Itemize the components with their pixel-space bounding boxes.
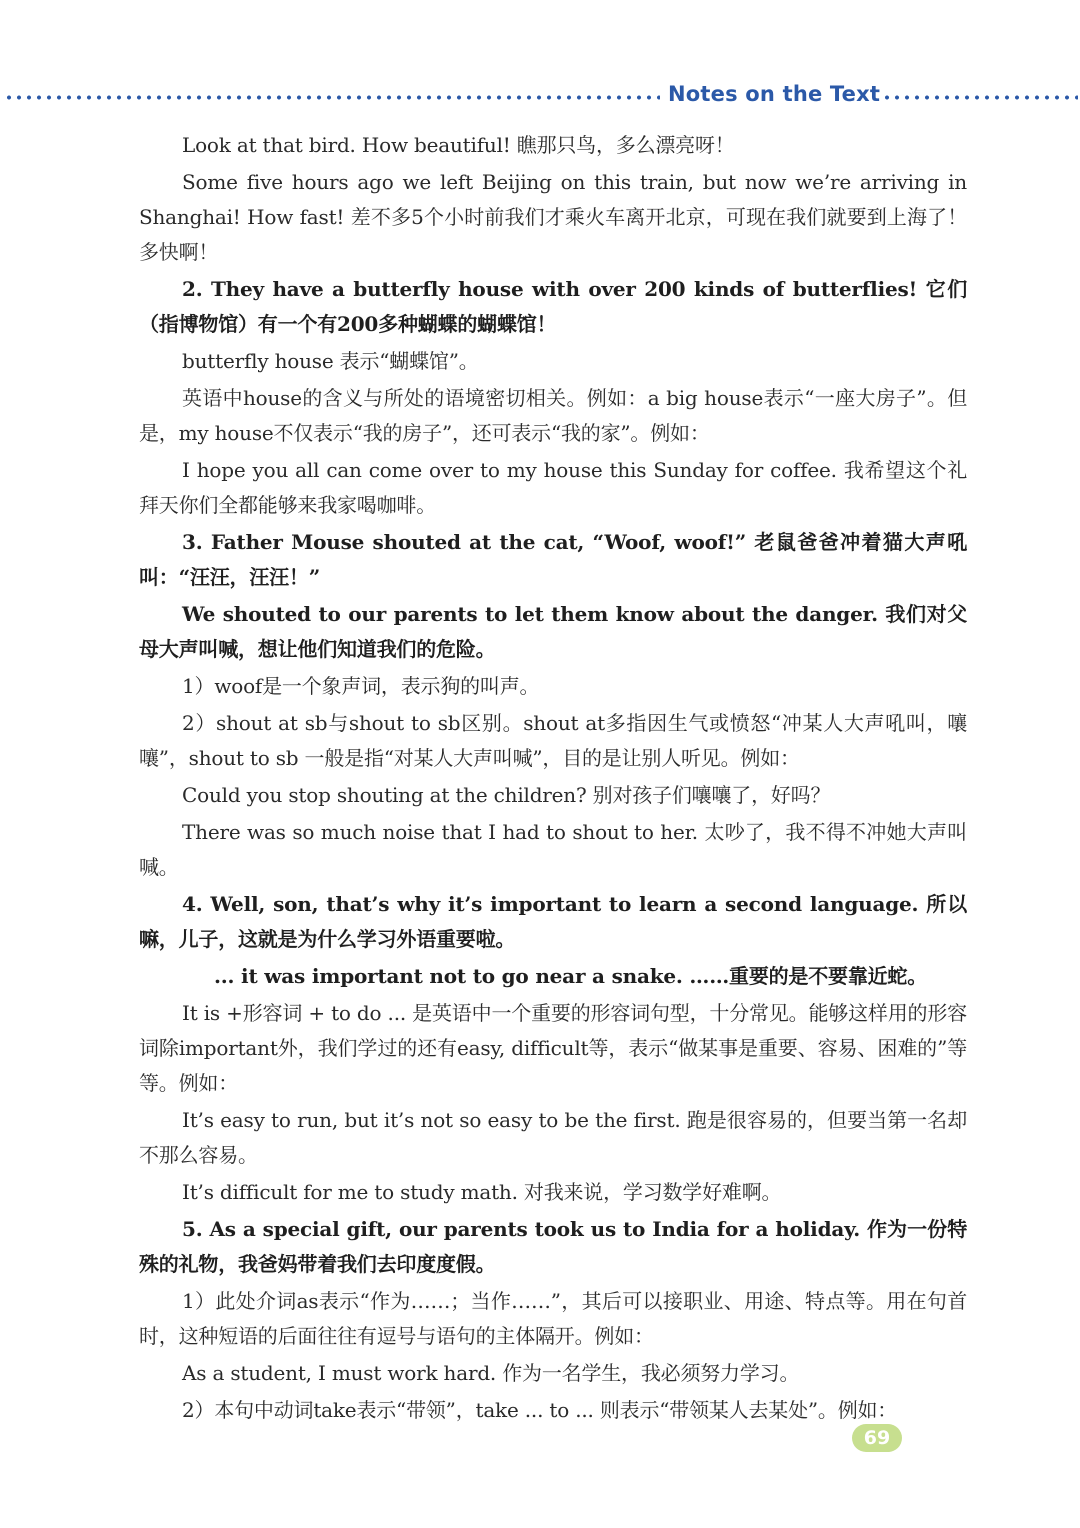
example-sentence: There was so much noise that I had to shout to her. 太吵了，我不得不冲她大声叫喊。 [139,820,967,879]
note-heading: 4. Well, son, that’s why it’s important to learn a second language. 所以嘛，儿子，这就是为什么学习外语重要啦。 [139,892,967,951]
example-sentence: Look at that bird. How beautiful! 瞧那只鸟，多么漂亮呀！ [182,133,735,157]
note-heading: ... it was important not to go near a snake. ……重要的是不要靠近蛇。 [214,964,928,988]
explanation: 1）woof是一个象声词，表示狗的叫声。 [182,674,540,698]
page-number: 69 [852,1424,902,1452]
explanation: 1）此处介词as表示“作为……；当作……”，其后可以接职业、用途、特点等。用在句首时，这种短语的后面往往有逗号与语句的主体隔开。例如： [139,1289,967,1348]
example-sentence: It’s easy to run, but it’s not so easy to be the first. 跑是很容易的，但要当第一名却不那么容易。 [139,1108,967,1167]
example-sentence: Could you stop shouting at the children? 别对孩子们嚷嚷了，好吗？ [182,783,831,807]
example-sentence: It’s difficult for me to study math. 对我来说，学习数学好难啊。 [182,1180,782,1204]
explanation: butterfly house 表示“蝴蝶馆”。 [182,349,479,373]
explanation: 英语中house的含义与所处的语境密切相关。例如：a big house表示“一座大房子”。但是，my house不仅表示“我的房子”，还可表示“我的家”。例如： [139,386,967,445]
dotted-rule-right [882,95,1078,100]
explanation: 2）shout at sb与shout to sb区别。shout at多指因生气或愤怒“冲某人大声吼叫，嚷嚷”，shout to sb 一般是指“对某人大声叫喊”，目的是让别人听见。例如： [139,711,967,770]
example-sentence: Some five hours ago we left Beijing on this train, but now we’re arriving in Shanghai! How fast! 差不多5个小时前我们才乘火车离开北京，可现在我们就要到上海了！多快啊！ [139,170,967,264]
explanation: It is +形容词 + to do ... 是英语中一个重要的形容词句型，十分常见。能够这样用的形容词除important外，我们学过的还有easy, difficult等，表示“做某事是重要、容易、困难的”等等。例如： [139,1001,967,1095]
section-title: Notes on the Text [668,82,881,106]
page-header [0,80,1080,114]
note-heading: We shouted to our parents to let them know about the danger. 我们对父母大声叫喊，想让他们知道我们的危险。 [139,602,967,661]
example-sentence: As a student, I must work hard. 作为一名学生，我必须努力学习。 [182,1361,800,1385]
note-heading: 3. Father Mouse shouted at the cat, “Woof, woof!” 老鼠爸爸冲着猫大声吼叫：“汪汪，汪汪！” [139,530,967,589]
notes-body [139,128,967,1430]
note-heading: 5. As a special gift, our parents took us to India for a holiday. 作为一份特殊的礼物，我爸妈带着我们去印度度假。 [139,1217,967,1276]
dotted-rule-left [4,95,660,100]
explanation: 2）本句中动词take表示“带领”，take ... to ... 则表示“带领某人去某处”。例如： [182,1398,898,1422]
example-sentence: I hope you all can come over to my house this Sunday for coffee. 我希望这个礼拜天你们全都能够来我家喝咖啡。 [139,458,967,517]
note-heading: 2. They have a butterfly house with over 200 kinds of butterflies! 它们（指博物馆）有一个有200多种蝴蝶的蝴蝶馆！ [139,277,967,336]
